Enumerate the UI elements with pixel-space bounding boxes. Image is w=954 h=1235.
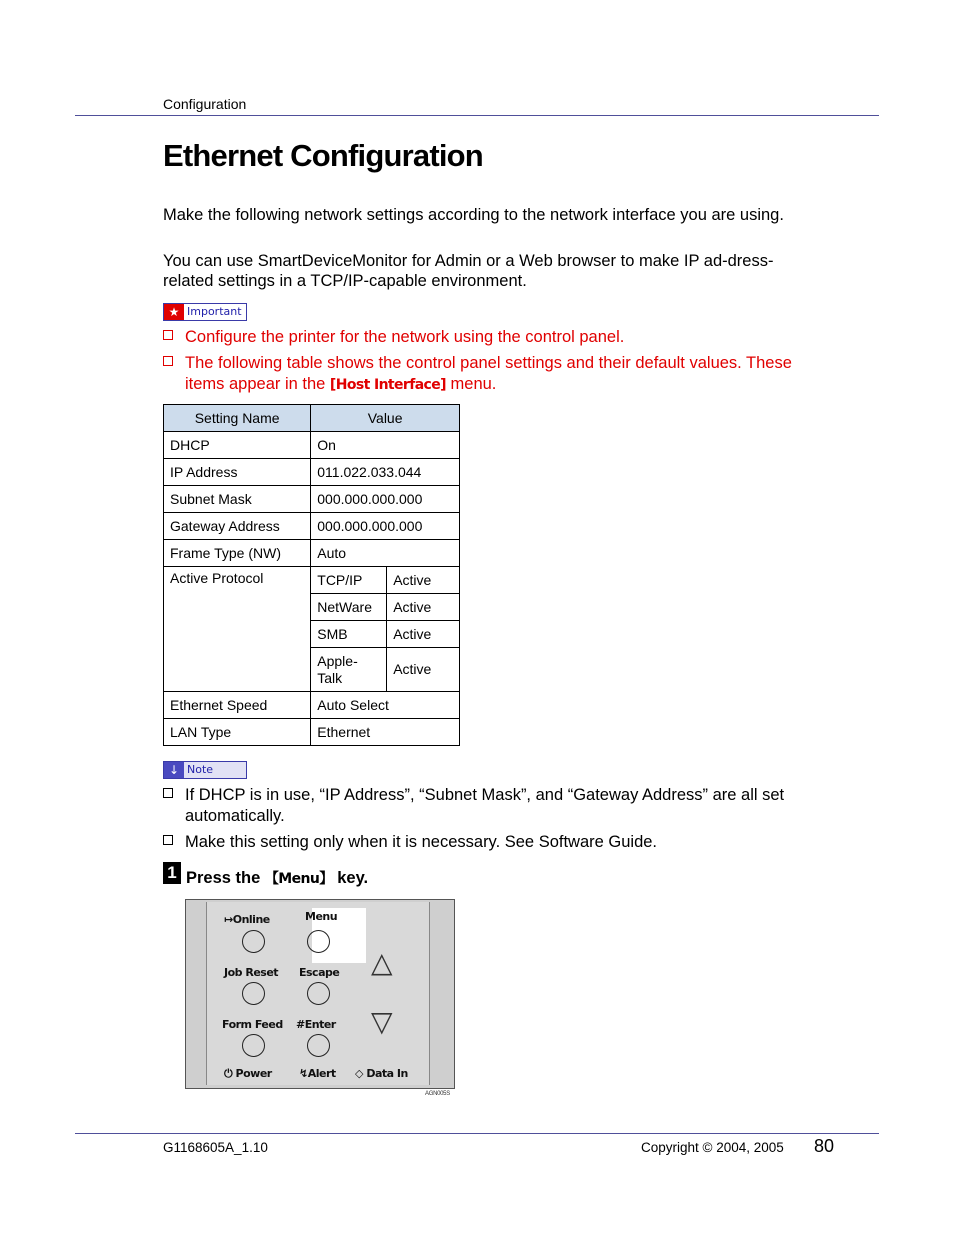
enter-button: [307, 1034, 330, 1057]
table-header-row: [164, 405, 460, 432]
job-reset-button: [242, 982, 265, 1005]
alert-icon: ↯: [299, 1067, 308, 1080]
note-badge: [163, 761, 247, 779]
step-number: 1: [163, 862, 181, 884]
copyright: Copyright © 2004, 2005: [641, 1140, 784, 1155]
control-panel-illustration: [185, 899, 455, 1089]
important-badge-label: Important: [187, 305, 242, 318]
job-reset-label: Job Reset: [224, 966, 279, 979]
intro-paragraph-2: You can use SmartDeviceMonitor for Admin or a Web browser to make IP ad-dress-related settings in a TCP/IP-capable environment.: [163, 252, 774, 290]
document-id: G1168605A_1.10: [163, 1140, 268, 1155]
important-badge: [163, 303, 247, 321]
escape-label: Escape: [299, 966, 340, 979]
escape-button: [307, 982, 330, 1005]
page-title: Ethernet Configuration: [163, 138, 483, 173]
table-row: SMB Active: [164, 621, 460, 648]
running-head: Configuration: [163, 96, 247, 112]
checkbox-bullet-icon: [163, 788, 173, 798]
table-row: Gateway Address 000.000.000.000: [164, 513, 460, 540]
important-item-1: Configure the printer for the network using the control panel.: [163, 327, 803, 348]
table-row: Subnet Mask 000.000.000.000: [164, 486, 460, 513]
checkbox-bullet-icon: [163, 330, 173, 340]
control-panel-face: [206, 902, 430, 1085]
checkbox-bullet-icon: [163, 356, 173, 366]
page-number: 80: [814, 1136, 835, 1156]
menu-button: [307, 930, 330, 953]
active-protocol-label: Active Protocol: [164, 567, 311, 692]
table-row: DHCP On: [164, 432, 460, 459]
online-arrow-icon: ↦: [224, 913, 233, 926]
menu-key: 【Menu】: [264, 871, 333, 887]
settings-table: [163, 404, 460, 746]
checkbox-bullet-icon: [163, 835, 173, 845]
column-header-setting-name: Setting Name: [164, 405, 311, 432]
form-feed-label: Form Feed: [222, 1018, 283, 1031]
data-in-label: ◇ Data In: [355, 1067, 408, 1080]
figure-id: AGN005S: [425, 1091, 450, 1097]
hash-icon: #: [296, 1018, 305, 1031]
column-header-value: Value: [311, 405, 460, 432]
online-label: ↦Online: [224, 913, 270, 926]
footer-rule: [75, 1133, 879, 1134]
table-row: Frame Type (NW) Auto: [164, 540, 460, 567]
up-arrow-icon: △: [371, 947, 393, 978]
down-arrow-key-icon: ▽: [371, 1006, 393, 1037]
note-item-1: If DHCP is in use, “IP Address”, “Subnet Mask”, and “Gateway Address” are all set automatically.: [163, 785, 803, 827]
table-row: LAN Type Ethernet: [164, 719, 460, 746]
alert-label: ↯Alert: [299, 1067, 336, 1080]
table-row: Ethernet Speed Auto Select: [164, 692, 460, 719]
form-feed-button: [242, 1034, 265, 1057]
host-interface-key: [Host Interface]: [329, 377, 446, 393]
power-icon: ⏻: [224, 1067, 233, 1080]
important-item-2: The following table shows the control panel settings and their default values. These items appear in the [Host Interface] menu.: [163, 353, 803, 396]
table-row: Apple-Talk Active: [164, 648, 460, 692]
header-rule: [75, 115, 879, 116]
step-instruction: Press the 【Menu】 key.: [186, 869, 369, 887]
menu-label: Menu: [305, 910, 338, 923]
star-icon: ★: [164, 304, 184, 320]
table-row: IP Address 011.022.033.044: [164, 459, 460, 486]
power-label: ⏻ Power: [224, 1067, 272, 1080]
online-button: [242, 930, 265, 953]
note-item-2: Make this setting only when it is necessary. See Software Guide.: [163, 832, 803, 853]
enter-label: #Enter: [296, 1018, 336, 1031]
note-badge-label: Note: [187, 763, 214, 776]
table-row: NetWare Active: [164, 594, 460, 621]
table-row: Active Protocol TCP/IP Active: [164, 567, 460, 594]
intro-paragraph-1: Make the following network settings according to the network interface you are using.: [163, 206, 784, 224]
data-in-icon: ◇: [355, 1067, 363, 1080]
down-arrow-icon: ↓: [164, 762, 184, 778]
